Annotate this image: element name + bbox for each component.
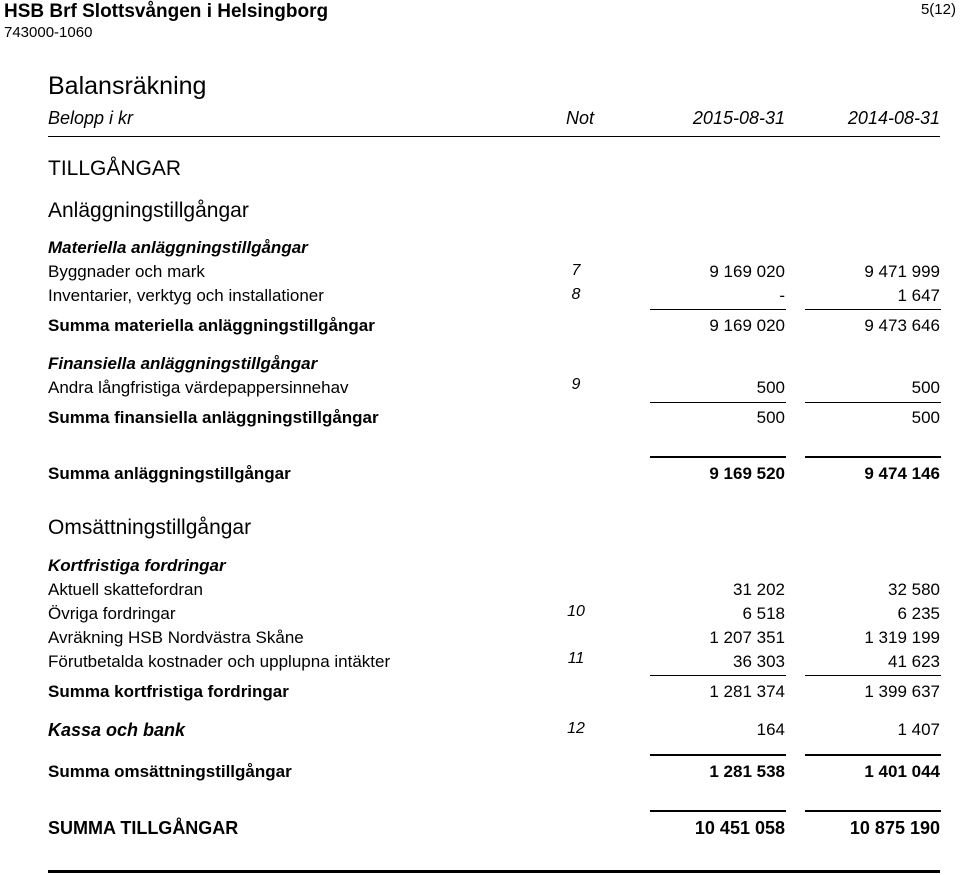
row-y2-other-receivables: 6 235: [897, 604, 940, 623]
total-y1-current: 1 281 538: [709, 762, 785, 781]
sum-y1-financial: 500: [756, 408, 785, 427]
row-y1-hsb-settlement: 1 207 351: [709, 628, 785, 647]
row-y2-hsb-settlement: 1 319 199: [864, 628, 940, 647]
subtotal-rule-y1: [650, 402, 786, 403]
total-label-current: Summa omsättningstillgångar: [48, 762, 292, 781]
row-y2-equipment: 1 647: [897, 286, 940, 305]
y2-cash-bank: 1 407: [897, 720, 940, 739]
row-y1-prepaid: 36 303: [733, 652, 785, 671]
column-header-note: Not: [565, 108, 594, 128]
row-note-other-receivables: 10: [567, 603, 585, 620]
total-rule-y2: [805, 754, 941, 756]
heading-fixed-assets: Anläggningstillgångar: [48, 199, 249, 222]
heading-tangible-assets: Materiella anläggningstillgångar: [48, 238, 308, 257]
y1-cash-bank: 164: [756, 720, 785, 739]
row-y1-buildings: 9 169 020: [709, 262, 785, 281]
column-header-year2: 2014-08-31: [847, 108, 940, 128]
page-number: 5(12): [920, 1, 956, 18]
row-note-securities: 9: [571, 376, 581, 393]
row-label-prepaid: Förutbetalda kostnader och upplupna intäkter: [48, 652, 391, 671]
row-y2-prepaid: 41 623: [888, 652, 940, 671]
row-label-hsb-settlement: Avräkning HSB Nordvästra Skåne: [48, 628, 304, 647]
sum-y2-tangible: 9 473 646: [864, 316, 940, 335]
heading-short-term-receivables: Kortfristiga fordringar: [48, 556, 226, 575]
sum-y2-receivables: 1 399 637: [864, 682, 940, 701]
header-rule: [48, 136, 940, 137]
total-y1-fixed: 9 169 520: [709, 464, 785, 483]
label-cash-bank: Kassa och bank: [48, 720, 186, 740]
subtotal-rule-y1: [650, 675, 786, 676]
grand-total-y1: 10 451 058: [694, 818, 785, 838]
note-cash-bank: 12: [567, 720, 585, 737]
row-y2-securities: 500: [911, 378, 940, 397]
organization-number: 743000-1060: [4, 24, 93, 41]
subtotal-rule-y2: [805, 675, 941, 676]
row-label-buildings: Byggnader och mark: [48, 262, 205, 281]
row-y1-tax-receivable: 31 202: [733, 580, 785, 599]
section-heading-assets: TILLGÅNGAR: [48, 157, 182, 180]
heading-current-assets: Omsättningstillgångar: [48, 516, 252, 539]
page-bottom-rule: [48, 870, 940, 873]
sum-y2-financial: 500: [911, 408, 940, 427]
grand-total-rule-y2: [805, 810, 941, 812]
subtotal-rule-y2: [805, 402, 941, 403]
row-label-equipment: Inventarier, verktyg och installationer: [48, 286, 324, 305]
row-note-equipment: 8: [571, 286, 581, 303]
row-label-other-receivables: Övriga fordringar: [48, 604, 176, 623]
column-header-year1: 2015-08-31: [692, 108, 785, 128]
total-y2-fixed: 9 474 146: [864, 464, 940, 483]
total-y2-current: 1 401 044: [864, 762, 940, 781]
row-y1-equipment: -: [779, 286, 785, 305]
row-label-tax-receivable: Aktuell skattefordran: [48, 580, 203, 599]
total-rule-y2: [805, 456, 941, 458]
column-header-label: Belopp i kr: [48, 108, 134, 128]
grand-total-label: SUMMA TILLGÅNGAR: [48, 818, 239, 838]
total-label-fixed: Summa anläggningstillgångar: [48, 464, 291, 483]
subtotal-rule-y2: [805, 309, 941, 310]
sum-y1-receivables: 1 281 374: [709, 682, 785, 701]
grand-total-y2: 10 875 190: [849, 818, 940, 838]
organization-name: HSB Brf Slottsvången i Helsingborg: [4, 1, 329, 22]
sum-y1-tangible: 9 169 020: [709, 316, 785, 335]
row-y2-tax-receivable: 32 580: [888, 580, 940, 599]
row-y1-other-receivables: 6 518: [742, 604, 785, 623]
total-rule-y1: [650, 754, 786, 756]
subtotal-rule-y1: [650, 309, 786, 310]
grand-total-rule-y1: [650, 810, 786, 812]
page-title: Balansräkning: [48, 72, 207, 100]
sum-label-receivables: Summa kortfristiga fordringar: [48, 682, 289, 701]
total-rule-y1: [650, 456, 786, 458]
sum-label-financial: Summa finansiella anläggningstillgångar: [48, 408, 379, 427]
row-note-prepaid: 11: [567, 650, 585, 667]
row-label-securities: Andra långfristiga värdepappersinnehav: [48, 378, 349, 397]
row-y2-buildings: 9 471 999: [864, 262, 940, 281]
row-note-buildings: 7: [571, 262, 581, 279]
heading-financial-assets: Finansiella anläggningstillgångar: [48, 354, 318, 373]
sum-label-tangible: Summa materiella anläggningstillgångar: [48, 316, 375, 335]
row-y1-securities: 500: [756, 378, 785, 397]
